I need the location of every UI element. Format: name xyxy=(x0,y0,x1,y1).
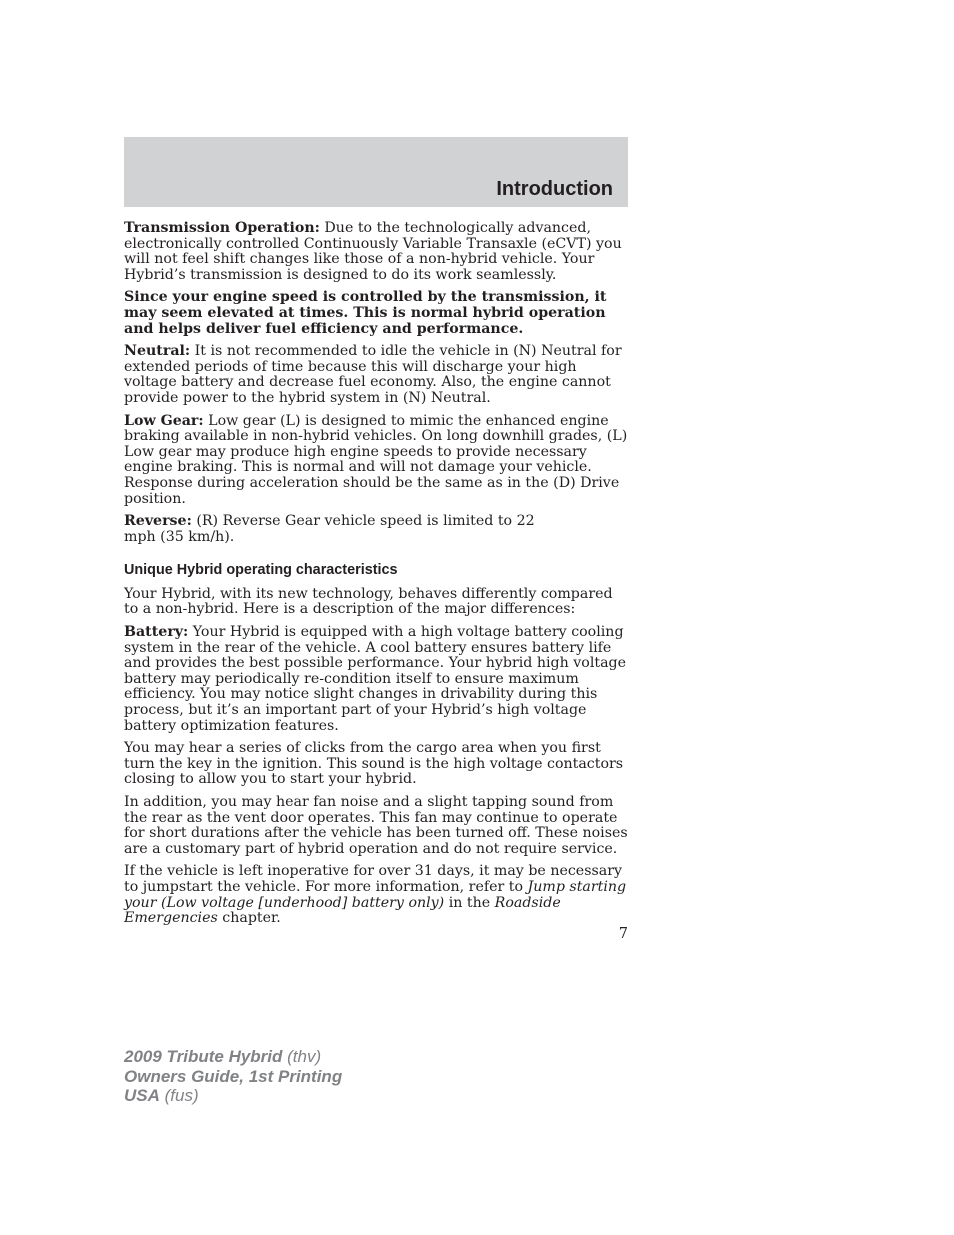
footer-line-3 xyxy=(124,1086,342,1106)
low-gear-paragraph xyxy=(124,414,628,508)
battery-paragraph xyxy=(124,625,628,734)
transmission-paragraph xyxy=(124,221,628,283)
page-content xyxy=(124,221,628,934)
chapter-header-band xyxy=(124,137,628,207)
page-number: 7 xyxy=(618,926,628,942)
engine-speed-note: Since your engine speed is controlled by the transmission, it may seem elevated at times. This is normal hybrid operation and helps deliver fuel efficiency and performance. xyxy=(124,289,607,337)
inoperative-text-3: chapter. xyxy=(217,910,281,927)
transmission-text: Due to the technologically advanced, electronically controlled Continuously Variable Transaxle (eCVT) you will not feel shift changes like those of a non-hybrid vehicle. Your Hybrid’s transmission is designed to do its work seamlessly. xyxy=(124,220,622,283)
fan-paragraph: In addition, you may hear fan noise and a slight tapping sound from the rear as the vent door operates. This fan may continue to operate for short durations after the vehicle has been turned off. These noises are a customary part of hybrid operation and do not require service. xyxy=(124,794,628,857)
jump-starting-reference: Jump starting your (Low voltage [underhood] battery only) xyxy=(124,878,627,911)
section-heading: Unique Hybrid operating characteristics xyxy=(124,562,398,579)
footer-line-2: Owners Guide, 1st Printing xyxy=(124,1066,343,1086)
intro-paragraph: Your Hybrid, with its new technology, behaves differently compared to a non-hybrid. Here is a description of the major differences: xyxy=(124,585,613,618)
footer-line-1 xyxy=(124,1047,342,1067)
transmission-label: Transmission Operation: xyxy=(124,220,320,236)
reverse-text: (R) Reverse Gear vehicle speed is limited to 22 mph (35 km/h). xyxy=(124,513,535,545)
inoperative-text-2: in the xyxy=(444,894,495,911)
reverse-label: Reverse: xyxy=(124,513,192,530)
neutral-text: It is not recommended to idle the vehicle in (N) Neutral for extended periods of time because this will discharge your high voltage battery and decrease fuel economy. Also, the engine cannot provide power to the hybrid system in (N) Neutral. xyxy=(124,343,622,406)
battery-text: Your Hybrid is equipped with a high voltage battery cooling system in the rear of the vehicle. A cool battery ensures battery life and provides the best possible performance. Your hybrid high voltage battery may periodically re-condition itself to ensure maximum efficiency. You may notice slight changes in drivability during this process, but it’s an important part of your Hybrid’s high voltage battery optimization features. xyxy=(124,624,627,734)
footer-model-code: (thv) xyxy=(282,1047,322,1066)
footer-market: USA xyxy=(124,1086,160,1105)
footer-model: 2009 Tribute Hybrid xyxy=(124,1047,283,1066)
inoperative-text-1: If the vehicle is left inoperative for over 31 days, it may be necessary to jumpstart the vehicle. For more information, refer to xyxy=(124,863,623,895)
battery-label: Battery: xyxy=(124,624,189,641)
clicks-paragraph: You may hear a series of clicks from the cargo area when you first turn the key in the ignition. This sound is the high voltage contactors closing to allow you to start your hybrid. xyxy=(124,740,624,788)
footer-market-code: (fus) xyxy=(159,1086,199,1105)
neutral-label: Neutral: xyxy=(124,343,191,360)
chapter-title: Introduction xyxy=(496,178,613,200)
reverse-paragraph xyxy=(124,514,564,545)
inoperative-paragraph xyxy=(124,864,628,926)
document-footer xyxy=(124,1047,342,1106)
neutral-paragraph xyxy=(124,344,628,406)
roadside-emergencies-reference: Roadside Emergencies xyxy=(124,894,561,927)
low-gear-label: Low Gear: xyxy=(124,412,204,429)
low-gear-text: Low gear (L) is designed to mimic the enhanced engine braking available in non-hybrid vehicles. On long downhill grades, (L) Low gear may produce high engine speeds to provide necessary engine braking. This is normal and will not damage your vehicle. Response during acceleration should be the same as in the (D) Drive position. xyxy=(124,412,628,507)
